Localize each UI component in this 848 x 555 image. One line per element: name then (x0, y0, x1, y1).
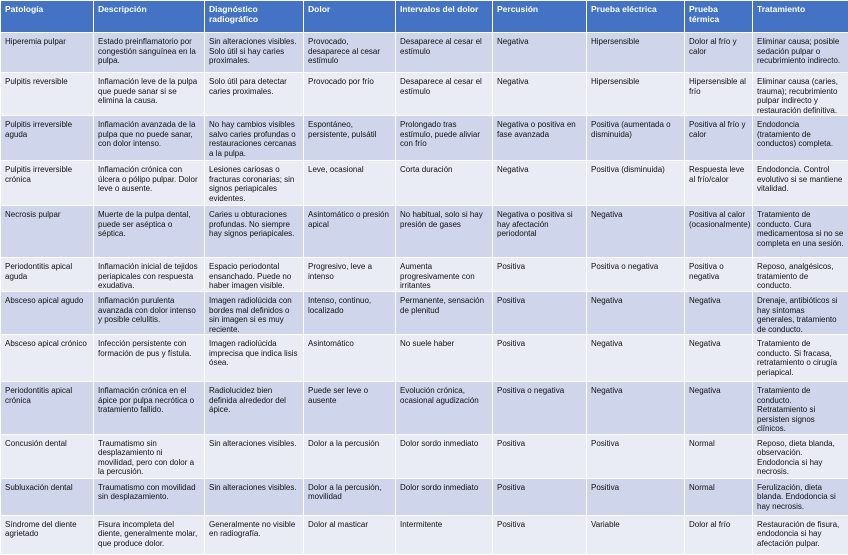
cell-dolor: Progresivo, leve a intenso (304, 258, 396, 292)
cell-prueba-electrica: Hipersensible (587, 73, 685, 116)
cell-diagnostico: Radiolucidez bien definida alrededor del ápice. (205, 382, 304, 435)
cell-prueba-termica: Normal (685, 434, 753, 478)
cell-tratamiento: Eliminar causa (caries, trauma); recubrimiento pulpar indirecto y restauración definitiva. (753, 73, 848, 116)
cell-dolor: Dolor a la percusión, movilidad (304, 478, 396, 515)
cell-descripcion: Fisura incompleta del diente, generalmente molar, que produce dolor. (94, 515, 205, 554)
cell-percusion: Positiva (493, 292, 587, 335)
cell-diagnostico: Generalmente no visible en radiografía. (205, 515, 304, 554)
cell-descripcion: Traumatismo con movilidad sin desplazamiento. (94, 478, 205, 515)
cell-prueba-electrica: Positiva (587, 434, 685, 478)
cell-dolor: Asintomático (304, 335, 396, 382)
cell-diagnostico: Solo útil para detectar caries proximales. (205, 73, 304, 116)
cell-dolor: Asintomático o presión apical (304, 206, 396, 258)
cell-patologia: Periodontitis apical crónica (1, 382, 94, 435)
cell-dolor: Puede ser leve o ausente (304, 382, 396, 435)
cell-descripcion: Inflamación inicial de tejidos periapicales con respuesta exudativa. (94, 258, 205, 292)
cell-percusion: Positiva (493, 335, 587, 382)
table-row (1, 382, 848, 435)
cell-tratamiento: Restauración de fisura, endodoncia si hay afectación pulpar. (753, 515, 848, 554)
cell-tratamiento: Ferulización, dieta blanda. Endodoncia si hay necrosis. (753, 478, 848, 515)
header-diagnostico-radiografico: Diagnóstico radiográfico (205, 1, 304, 33)
cell-percusion: Negativa o positiva en fase avanzada (493, 116, 587, 161)
cell-percusion: Positiva (493, 478, 587, 515)
header-prueba-termica: Prueba térmica (685, 1, 753, 33)
cell-tratamiento: Drenaje, antibióticos si hay síntomas generales, tratamiento de conducto. (753, 292, 848, 335)
cell-prueba-electrica: Positiva o negativa (587, 258, 685, 292)
cell-patologia: Necrosis pulpar (1, 206, 94, 258)
cell-diagnostico: Lesiones cariosas o fracturas coronarias; sin signos periapicales evidentes. (205, 161, 304, 206)
header-dolor: Dolor (304, 1, 396, 33)
cell-prueba-termica: Positiva al frío y calor (685, 116, 753, 161)
header-percusion: Percusión (493, 1, 587, 33)
cell-intervalos: Dolor sordo inmediato (396, 434, 493, 478)
cell-descripcion: Inflamación purulenta avanzada con dolor intenso y posible celulitis. (94, 292, 205, 335)
cell-intervalos: Aumenta progresivamente con irritantes (396, 258, 493, 292)
cell-prueba-termica: Positiva al calor (ocasionalmente) (685, 206, 753, 258)
table-row (1, 161, 848, 206)
cell-descripcion: Muerte de la pulpa dental, puede ser aséptica o séptica. (94, 206, 205, 258)
cell-diagnostico: No hay cambios visibles salvo caries profundas o restauraciones cercanas a la pulpa. (205, 116, 304, 161)
cell-patologia: Absceso apical agudo (1, 292, 94, 335)
table-row (1, 206, 848, 258)
cell-percusion: Positiva (493, 258, 587, 292)
cell-dolor: Dolor al masticar (304, 515, 396, 554)
cell-prueba-termica: Negativa (685, 292, 753, 335)
cell-dolor: Dolor a la percusión (304, 434, 396, 478)
cell-intervalos: No suele haber (396, 335, 493, 382)
cell-prueba-termica: Negativa (685, 335, 753, 382)
cell-prueba-termica: Dolor al frío y calor (685, 33, 753, 73)
cell-prueba-electrica: Positiva (disminuida) (587, 161, 685, 206)
table-row (1, 33, 848, 73)
cell-patologia: Subluxación dental (1, 478, 94, 515)
table-row (1, 116, 848, 161)
cell-prueba-termica: Respuesta leve al frío/calor (685, 161, 753, 206)
cell-dolor: Intenso, continuo, localizado (304, 292, 396, 335)
cell-percusion: Negativa (493, 161, 587, 206)
cell-diagnostico: Sin alteraciones visibles. Solo útil si hay caries proximales. (205, 33, 304, 73)
cell-intervalos: Corta duración (396, 161, 493, 206)
cell-prueba-termica: Dolor al frío (685, 515, 753, 554)
cell-prueba-electrica: Negativa (587, 382, 685, 435)
cell-descripcion: Estado preinflamatorio por congestión sanguínea en la pulpa. (94, 33, 205, 73)
cell-dolor: Provocado por frío (304, 73, 396, 116)
cell-intervalos: Prolongado tras estímulo, puede aliviar con frío (396, 116, 493, 161)
cell-prueba-electrica: Negativa (587, 206, 685, 258)
table-row (1, 258, 848, 292)
cell-patologia: Pulpitis irreversible crónica (1, 161, 94, 206)
table-row (1, 515, 848, 554)
table-row (1, 434, 848, 478)
cell-dolor: Espontáneo, persistente, pulsátil (304, 116, 396, 161)
cell-intervalos: Permanente, sensación de plenitud (396, 292, 493, 335)
cell-patologia: Hiperemia pulpar (1, 33, 94, 73)
cell-intervalos: Desaparece al cesar el estímulo (396, 33, 493, 73)
cell-patologia: Pulpitis irreversible aguda (1, 116, 94, 161)
cell-diagnostico: Sin alteraciones visibles. (205, 478, 304, 515)
cell-descripcion: Inflamación avanzada de la pulpa que no puede sanar, con dolor intenso. (94, 116, 205, 161)
cell-patologia: Absceso apical crónico (1, 335, 94, 382)
cell-prueba-termica: Hipersensible al frío (685, 73, 753, 116)
cell-prueba-termica: Negativa (685, 382, 753, 435)
cell-descripcion: Traumatismo sin desplazamiento ni movilidad, pero con dolor a la percusión. (94, 434, 205, 478)
cell-tratamiento: Tratamiento de conducto. Retratamiento si persisten signos clínicos. (753, 382, 848, 435)
header-descripcion: Descripción (94, 1, 205, 33)
cell-percusion: Positiva o negativa (493, 382, 587, 435)
header-prueba-electrica: Prueba eléctrica (587, 1, 685, 33)
cell-tratamiento: Tratamiento de conducto. Cura medicamentosa si no se completa en una sesión. (753, 206, 848, 258)
table-row (1, 478, 848, 515)
cell-dolor: Provocado, desaparece al cesar estímulo (304, 33, 396, 73)
cell-descripcion: Inflamación crónica con úlcera o pólipo pulpar. Dolor leve o ausente. (94, 161, 205, 206)
cell-prueba-termica: Positiva o negativa (685, 258, 753, 292)
cell-descripcion: Inflamación crónica en el ápice por pulpa necrótica o tratamiento fallido. (94, 382, 205, 435)
cell-descripcion: Infección persistente con formación de pus y fístula. (94, 335, 205, 382)
cell-prueba-electrica: Negativa (587, 292, 685, 335)
header-row (1, 1, 848, 33)
header-patologia: Patología (1, 1, 94, 33)
header-intervalos-del-dolor: Intervalos del dolor (396, 1, 493, 33)
cell-diagnostico: Imagen radiolúcida con bordes mal definidos o sin imagen si es muy reciente. (205, 292, 304, 335)
cell-tratamiento: Eliminar causa; posible sedación pulpar o recubrimiento indirecto. (753, 33, 848, 73)
cell-tratamiento: Endodoncia. Control evolutivo si se mantiene vitalidad. (753, 161, 848, 206)
header-tratamiento: Tratamiento (753, 1, 848, 33)
cell-patologia: Concusión dental (1, 434, 94, 478)
table-row (1, 335, 848, 382)
cell-patologia: Pulpitis reversible (1, 73, 94, 116)
cell-prueba-termica: Normal (685, 478, 753, 515)
cell-tratamiento: Reposo, dieta blanda, observación. Endodoncia si hay necrosis. (753, 434, 848, 478)
cell-diagnostico: Imagen radiolúcida imprecisa que indica lisis ósea. (205, 335, 304, 382)
cell-prueba-electrica: Positiva (587, 478, 685, 515)
cell-intervalos: No habitual, solo si hay presión de gases (396, 206, 493, 258)
cell-tratamiento: Tratamiento de conducto. Si fracasa, retratamiento o cirugía periapical. (753, 335, 848, 382)
cell-diagnostico: Caries u obturaciones profundas. No siempre hay signos periapicales. (205, 206, 304, 258)
cell-dolor: Leve, ocasional (304, 161, 396, 206)
cell-percusion: Negativa o positiva si hay afectación periodontal (493, 206, 587, 258)
cell-diagnostico: Espacio periodontal ensanchado. Puede no haber imagen visible. (205, 258, 304, 292)
cell-prueba-electrica: Hipersensible (587, 33, 685, 73)
table-row (1, 73, 848, 116)
cell-diagnostico: Sin alteraciones visibles. (205, 434, 304, 478)
cell-percusion: Positiva (493, 515, 587, 554)
cell-tratamiento: Reposo, analgésicos, tratamiento de conducto. (753, 258, 848, 292)
cell-prueba-electrica: Positiva (aumentada o disminuida) (587, 116, 685, 161)
cell-prueba-electrica: Variable (587, 515, 685, 554)
cell-percusion: Negativa (493, 33, 587, 73)
cell-percusion: Positiva (493, 434, 587, 478)
cell-intervalos: Evolución crónica, ocasional agudización (396, 382, 493, 435)
cell-intervalos: Dolor sordo inmediato (396, 478, 493, 515)
cell-percusion: Negativa (493, 73, 587, 116)
cell-patologia: Periodontitis apical aguda (1, 258, 94, 292)
cell-intervalos: Intermitente (396, 515, 493, 554)
cell-prueba-electrica: Negativa (587, 335, 685, 382)
table-row (1, 292, 848, 335)
cell-intervalos: Desaparece al cesar el estímulo (396, 73, 493, 116)
cell-descripcion: Inflamación leve de la pulpa que puede sanar si se elimina la causa. (94, 73, 205, 116)
cell-tratamiento: Endodoncia (tratamiento de conductos) completa. (753, 116, 848, 161)
cell-patologia: Síndrome del diente agrietado (1, 515, 94, 554)
